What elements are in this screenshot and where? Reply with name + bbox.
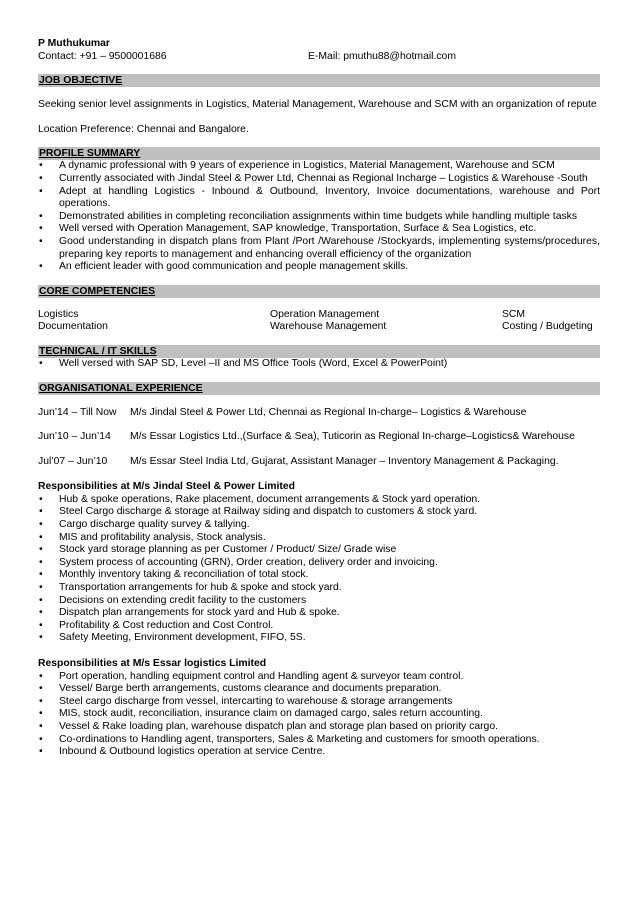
responsibilities-essar-title: Responsibilities at M/s Essar logistics Limited bbox=[38, 658, 267, 669]
section-profile-summary: PROFILE SUMMARY bbox=[38, 147, 600, 160]
competency-item: Costing / Budgeting bbox=[502, 321, 593, 333]
experience-date: Jun’14 – Till Now bbox=[38, 406, 117, 418]
profile-summary-list bbox=[38, 160, 600, 273]
list-item: • Cargo discharge quality survey & tallying. bbox=[38, 519, 600, 532]
competency-item: Documentation bbox=[38, 321, 108, 333]
experience-desc: M/s Jindal Steel & Power Ltd, Chennai as Regional In-charge– Logistics & Warehouse bbox=[130, 406, 527, 418]
list-item: • System process of accounting (GRN), Order creation, delivery order and invoicing. bbox=[38, 557, 600, 570]
list-item: • Stock yard storage planning as per Customer / Product/ Size/ Grade wise bbox=[38, 544, 600, 557]
candidate-name: P Muthukumar bbox=[38, 38, 110, 49]
resume-page bbox=[38, 38, 600, 759]
responsibilities-jindal-title: Responsibilities at M/s Jindal Steel & Power Limited bbox=[38, 481, 295, 493]
section-job-objective: JOB OBJECTIVE bbox=[38, 74, 600, 87]
list-item: • Co-ordinations to Handling agent, transporters, Sales & Marketing and customers for smooth operations. bbox=[38, 734, 600, 747]
competency-item: SCM bbox=[502, 308, 526, 320]
experience-entry bbox=[38, 407, 600, 420]
experience-date: Jun’10 – Jun’14 bbox=[38, 431, 111, 443]
list-item: • A dynamic professional with 9 years of experience in Logistics, Material Management, Warehouse and SCM bbox=[38, 160, 600, 173]
list-item: • Good understanding in dispatch plans from Plant /Port /Warehouse /Stockyards, implementing systems/procedures, preparing key reports to management and enhancing overall efficiency of the organization bbox=[38, 236, 600, 261]
list-item: • Vessel & Rake loading plan, warehouse dispatch plan and storage plan based on priority cargo. bbox=[38, 721, 600, 734]
list-item: • Port operation, handling equipment control and Handling agent & surveyor team control. bbox=[38, 671, 600, 684]
list-item: • Monthly inventory taking & reconciliation of total stock. bbox=[38, 569, 600, 582]
list-item: • An efficient leader with good communication and people management skills. bbox=[38, 261, 600, 274]
list-item: • Well versed with SAP SD, Level –II and MS Office Tools (Word, Excel & PowerPoint) bbox=[38, 358, 600, 371]
contact-email: E-Mail: pmuthu88@hotmail.com bbox=[308, 50, 456, 62]
job-objective-text: Seeking senior level assignments in Logistics, Material Management, Warehouse and SCM with an organization of repute bbox=[38, 99, 597, 111]
contact-phone: Contact: +91 – 9500001686 bbox=[38, 50, 167, 62]
list-item: • Vessel/ Barge berth arrangements, customs clearance and documents preparation. bbox=[38, 683, 600, 696]
list-item: • Profitability & Cost reduction and Cost Control. bbox=[38, 620, 600, 633]
section-technical-skills: TECHNICAL / IT SKILLS bbox=[38, 345, 600, 358]
list-item: • MIS and profitability analysis, Stock analysis. bbox=[38, 532, 600, 545]
list-item: • Well versed with Operation Management, SAP knowledge, Transportation, Surface & Sea Logistics, etc. bbox=[38, 223, 600, 236]
list-item: • Steel Cargo discharge & storage at Railway siding and dispatch to customers & stock yard. bbox=[38, 506, 600, 519]
experience-date: Jul’07 – Jun’10 bbox=[38, 455, 108, 467]
responsibilities-essar-list bbox=[38, 671, 600, 759]
location-preference: Location Preference: Chennai and Bangalore. bbox=[38, 123, 249, 135]
list-item: • Adept at handling Logistics - Inbound & Outbound, Inventory, Invoice documentations, warehouse and Port operations. bbox=[38, 186, 600, 211]
list-item: • Safety Meeting, Environment development, FIFO, 5S. bbox=[38, 632, 600, 645]
experience-entry bbox=[38, 431, 600, 444]
list-item: • Inbound & Outbound logistics operation at service Centre. bbox=[38, 746, 600, 759]
competency-item: Operation Management bbox=[270, 308, 380, 320]
list-item: • Currently associated with Jindal Steel & Power Ltd, Chennai as Regional Incharge – Logistics & Warehouse -South bbox=[38, 173, 600, 186]
competency-item: Logistics bbox=[38, 308, 79, 320]
experience-desc: M/s Essar Steel India Ltd, Gujarat, Assistant Manager – Inventory Management & Packaging. bbox=[130, 455, 559, 467]
list-item: • Transportation arrangements for hub & spoke and stock yard. bbox=[38, 582, 600, 595]
experience-entry bbox=[38, 456, 600, 469]
list-item: • Dispatch plan arrangements for stock yard and Hub & spoke. bbox=[38, 607, 600, 620]
experience-desc: M/s Essar Logistics Ltd.,(Surface & Sea), Tuticorin as Regional In-charge–Logistics& Warehouse bbox=[130, 431, 575, 443]
section-organisational-experience: ORGANISATIONAL EXPERIENCE bbox=[38, 382, 600, 395]
list-item: • MIS, stock audit, reconciliation, insurance claim on damaged cargo, sales return accounting. bbox=[38, 708, 600, 721]
responsibilities-jindal-list bbox=[38, 494, 600, 645]
technical-skills-list bbox=[38, 358, 600, 371]
core-competencies-grid bbox=[38, 309, 600, 334]
list-item: • Hub & spoke operations, Rake placement, document arrangements & Stock yard operation. bbox=[38, 494, 600, 507]
contact-row bbox=[38, 51, 600, 64]
list-item: • Decisions on extending credit facility to the customers bbox=[38, 595, 600, 608]
section-core-competencies: CORE COMPETENCIES bbox=[38, 285, 600, 298]
list-item: • Steel cargo discharge from vessel, intercarting to warehouse & storage arrangements bbox=[38, 696, 600, 709]
list-item: • Demonstrated abilities in completing reconciliation assignments within time budgets while handling multiple tasks bbox=[38, 211, 600, 224]
competency-item: Warehouse Management bbox=[270, 321, 387, 333]
